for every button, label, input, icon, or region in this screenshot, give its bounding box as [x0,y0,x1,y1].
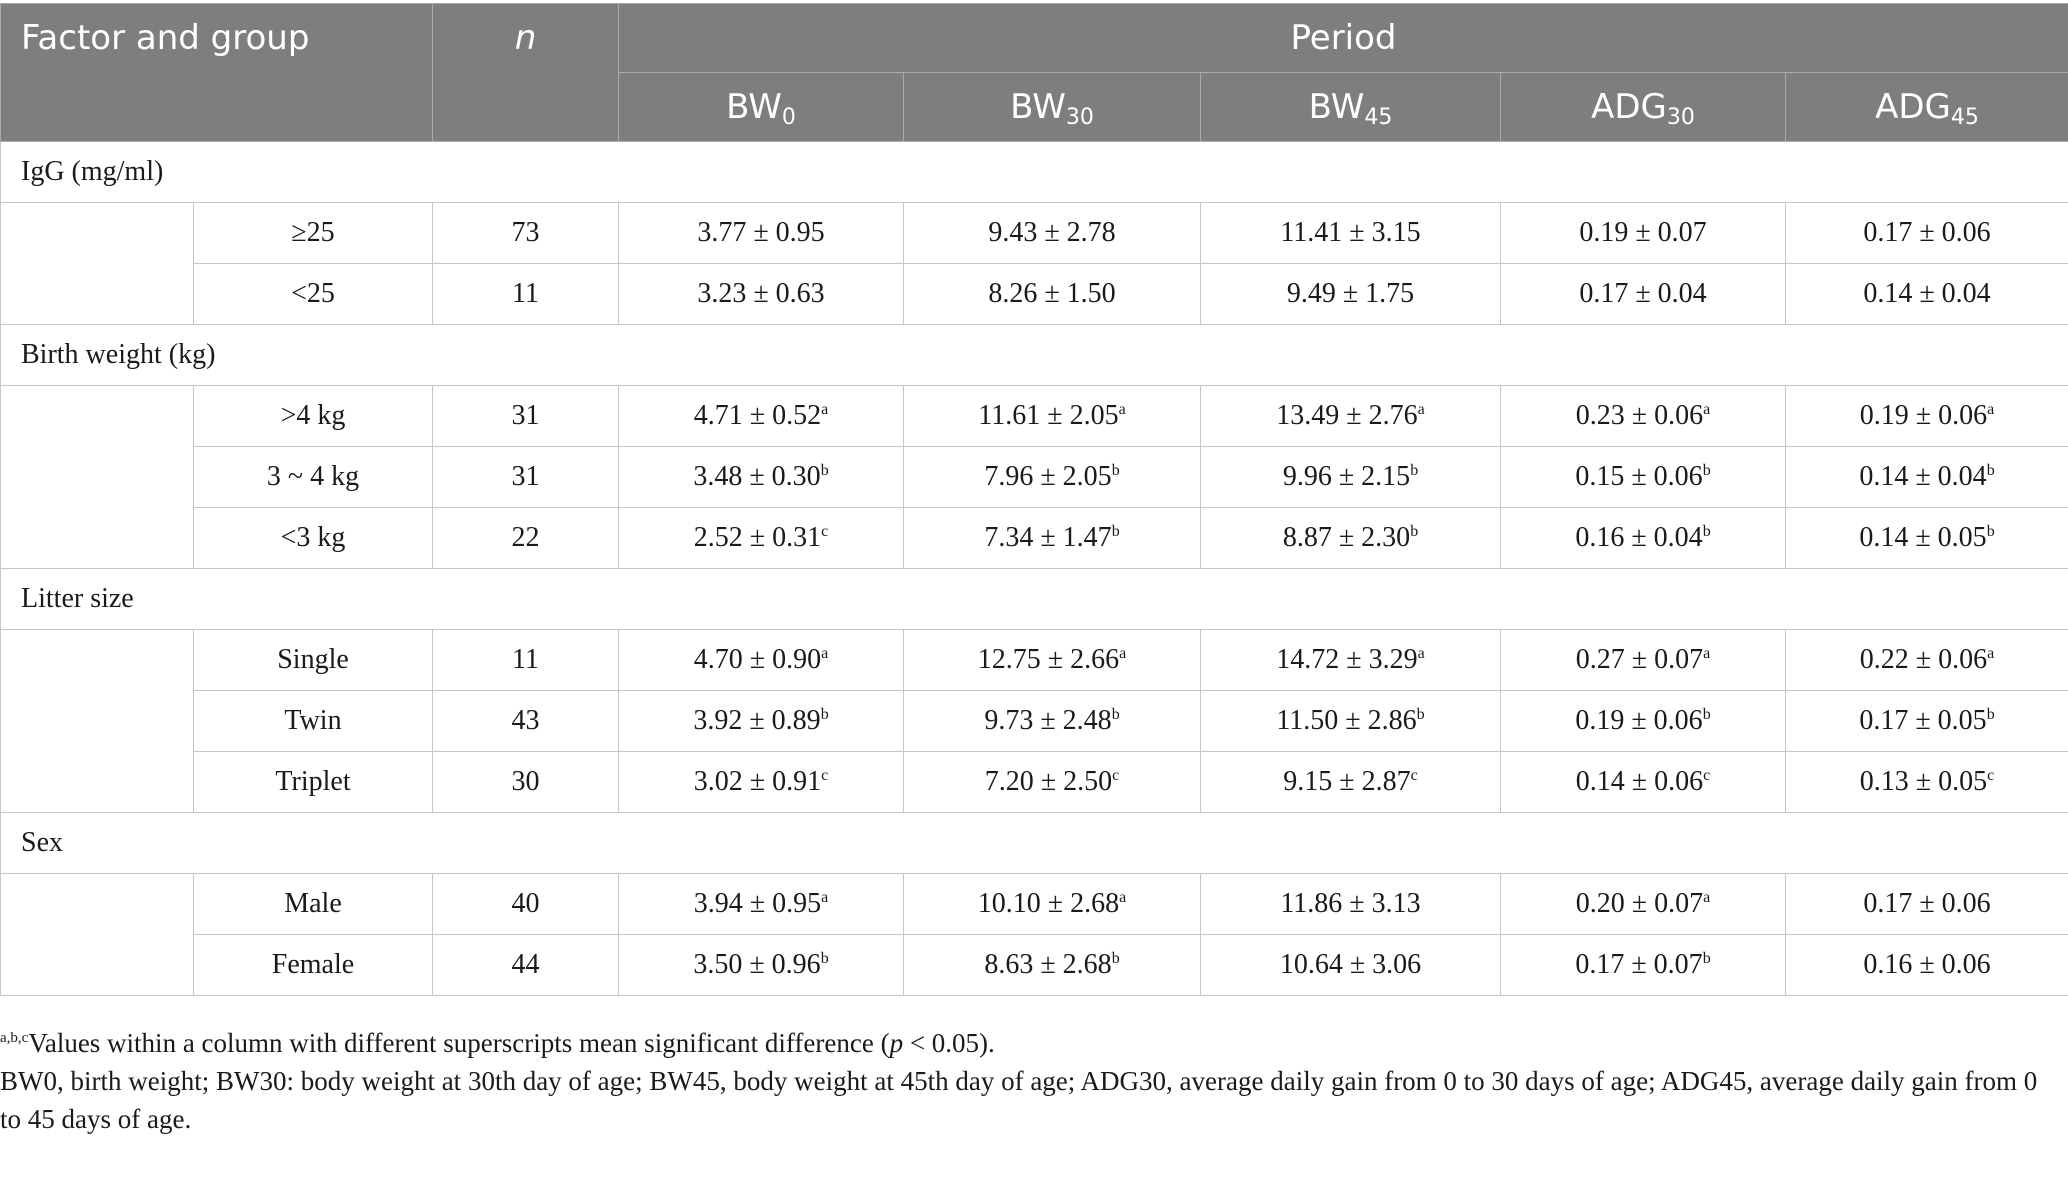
footnote-superscripts: a,b,c [0,1030,29,1046]
value-text: 0.17 ± 0.06 [1863,888,1991,919]
value-text: 2.52 ± 0.31 [693,522,822,553]
significance-superscript: a [1417,401,1425,418]
value-cell [619,874,904,935]
value-text: 3.02 ± 0.91 [693,766,822,797]
value-cell [1201,203,1501,264]
value-text: 0.16 ± 0.06 [1863,949,1991,980]
value-text: 0.19 ± 0.06 [1575,705,1703,736]
value-cell [904,386,1201,447]
value-cell [1786,752,2068,813]
value-cell [1201,447,1501,508]
header-subscript: 30 [1065,105,1094,130]
group-cell: Single [194,630,433,691]
value-text: 0.23 ± 0.06 [1575,400,1704,431]
value-cell [904,264,1201,325]
value-cell [1201,386,1501,447]
indent-cell [1,630,194,813]
header-bw45 [1201,73,1501,142]
header-bw30 [904,73,1201,142]
header-factor-group: Factor and group [1,4,433,142]
significance-superscript: b [1702,523,1711,540]
value-cell [1201,752,1501,813]
table-row [1,691,2068,752]
value-text: 8.63 ± 2.68 [984,949,1112,980]
n-cell: 22 [433,508,619,569]
significance-superscript: b [820,706,829,723]
value-cell [1786,691,2068,752]
header-label: ADG [1591,87,1667,127]
significance-superscript: c [821,767,829,784]
header-label: ADG [1875,87,1951,127]
footnote-p-variable: p [889,1028,904,1058]
group-cell: Female [194,935,433,996]
value-cell [904,874,1201,935]
header-label: BW [726,87,782,127]
significance-superscript: a [1119,889,1127,906]
significance-superscript: b [1111,706,1120,723]
value-text: 13.49 ± 2.76 [1276,400,1418,431]
value-cell [1501,752,1786,813]
value-cell [1786,935,2068,996]
value-text: 8.26 ± 1.50 [988,278,1116,309]
significance-superscript: a [821,889,829,906]
significance-superscript: c [1703,767,1711,784]
header-n: n [433,4,619,142]
value-text: 0.17 ± 0.04 [1579,278,1707,309]
group-cell: <25 [194,264,433,325]
group-cell: Triplet [194,752,433,813]
value-cell [904,203,1201,264]
value-text: 11.50 ± 2.86 [1276,705,1417,736]
significance-superscript: b [1986,523,1995,540]
value-text: 0.17 ± 0.05 [1859,705,1987,736]
factor-row [1,813,2068,874]
value-cell [1786,508,2068,569]
value-text: 11.61 ± 2.05 [978,400,1119,431]
header-adg45 [1786,73,2068,142]
table-header [1,4,2068,142]
value-text: 3.94 ± 0.95 [693,888,822,919]
value-text: 4.71 ± 0.52 [693,400,822,431]
value-cell [1786,874,2068,935]
value-text: 9.15 ± 2.87 [1283,766,1411,797]
value-cell [904,935,1201,996]
value-cell [619,264,904,325]
value-cell [1786,447,2068,508]
value-text: 10.64 ± 3.06 [1279,949,1422,980]
factor-label: Sex [1,813,2068,874]
value-text: 0.22 ± 0.06 [1859,644,1988,675]
value-text: 9.49 ± 1.75 [1286,278,1415,309]
factor-label: Birth weight (kg) [1,325,2068,386]
significance-superscript: b [820,950,829,967]
value-cell [1501,386,1786,447]
group-cell: ≥25 [194,203,433,264]
value-cell [619,691,904,752]
footnotes [0,1024,2040,1138]
value-text: 0.16 ± 0.04 [1575,522,1703,553]
footnote-p-threshold: < 0.05). [903,1028,995,1058]
table-row [1,386,2068,447]
factor-row [1,325,2068,386]
factor-row [1,569,2068,630]
value-cell [1786,630,2068,691]
significance-superscript: a [1703,889,1711,906]
group-cell: <3 kg [194,508,433,569]
significance-superscript: c [821,523,829,540]
factor-row [1,142,2068,203]
value-cell [1786,264,2068,325]
header-subscript: 45 [1364,105,1393,130]
value-cell [1786,386,2068,447]
significance-superscript: b [820,462,829,479]
value-text: 0.27 ± 0.07 [1575,644,1704,675]
significance-superscript: a [1417,645,1425,662]
header-bw0 [619,73,904,142]
value-text: 3.23 ± 0.63 [697,278,825,309]
value-text: 0.14 ± 0.05 [1859,522,1987,553]
significance-superscript: b [1702,706,1711,723]
value-cell [619,203,904,264]
header-period: Period [619,4,2068,73]
table-row [1,447,2068,508]
table-row [1,752,2068,813]
value-text: 0.14 ± 0.06 [1575,766,1704,797]
value-text: 0.17 ± 0.07 [1575,949,1703,980]
significance-superscript: b [1111,523,1120,540]
value-text: 3.48 ± 0.30 [693,461,821,492]
value-cell [904,447,1201,508]
n-cell: 40 [433,874,619,935]
n-cell: 11 [433,630,619,691]
value-cell [1201,264,1501,325]
value-text: 3.50 ± 0.96 [693,949,821,980]
value-text: 14.72 ± 3.29 [1276,644,1418,675]
value-cell [1501,874,1786,935]
value-text: 8.87 ± 2.30 [1282,522,1411,553]
header-label: BW [1308,87,1365,127]
table-row [1,264,2068,325]
value-cell [1201,935,1501,996]
significance-superscript: c [1987,767,1995,784]
header-subscript: 45 [1950,105,1979,130]
value-cell [1501,630,1786,691]
footnote-abbreviations: BW0, birth weight; BW30: body weight at 30th day of age; BW45, body weight at 45th day of age; ADG30, average daily gain from 0 to 30 days of age; ADG45, average daily gain from 0 to 45 days of age. [0,1066,2038,1134]
value-cell [1201,630,1501,691]
significance-superscript: c [1112,767,1120,784]
value-text: 0.19 ± 0.06 [1859,400,1988,431]
value-text: 0.17 ± 0.06 [1863,217,1991,248]
value-cell [1786,203,2068,264]
value-text: 10.10 ± 2.68 [977,888,1120,919]
significance-superscript: a [821,645,829,662]
value-text: 11.41 ± 3.15 [1280,217,1421,248]
value-text: 3.92 ± 0.89 [693,705,821,736]
table-row [1,508,2068,569]
value-cell [1501,264,1786,325]
value-cell [619,447,904,508]
n-cell: 43 [433,691,619,752]
table-row [1,874,2068,935]
significance-superscript: b [1986,462,1995,479]
significance-superscript: b [1702,462,1711,479]
table-row [1,630,2068,691]
value-cell [619,935,904,996]
n-cell: 31 [433,447,619,508]
table-row [1,203,2068,264]
value-text: 9.43 ± 2.78 [988,217,1116,248]
indent-cell [1,386,194,569]
significance-superscript: a [1119,645,1127,662]
value-text: 7.34 ± 1.47 [984,522,1112,553]
value-cell [1501,508,1786,569]
table-row [1,935,2068,996]
significance-superscript: a [1987,401,1995,418]
value-cell [904,508,1201,569]
value-cell [619,508,904,569]
footnote-significance-text: Values within a column with different superscripts mean significant difference ( [28,1028,890,1058]
significance-superscript: c [1410,767,1418,784]
data-table [0,3,2068,996]
value-cell [1501,203,1786,264]
value-text: 11.86 ± 3.13 [1280,888,1421,919]
significance-superscript: b [1416,706,1425,723]
value-text: 9.73 ± 2.48 [984,705,1112,736]
value-cell [1501,447,1786,508]
factor-label: IgG (mg/ml) [1,142,2068,203]
significance-superscript: b [1702,950,1711,967]
group-cell: >4 kg [194,386,433,447]
value-text: 0.14 ± 0.04 [1863,278,1991,309]
significance-superscript: a [1703,645,1711,662]
value-cell [904,630,1201,691]
value-text: 7.20 ± 2.50 [984,766,1113,797]
value-text: 4.70 ± 0.90 [693,644,822,675]
significance-superscript: a [1118,401,1126,418]
value-cell [1201,874,1501,935]
table-body [1,142,2068,996]
value-cell [904,752,1201,813]
indent-cell [1,874,194,996]
n-cell: 11 [433,264,619,325]
value-text: 0.15 ± 0.06 [1575,461,1703,492]
significance-superscript: b [1410,523,1419,540]
group-cell: 3 ~ 4 kg [194,447,433,508]
significance-superscript: a [821,401,829,418]
value-cell [1501,935,1786,996]
significance-superscript: a [1703,401,1711,418]
value-text: 0.13 ± 0.05 [1859,766,1988,797]
significance-superscript: b [1111,950,1120,967]
header-subscript: 30 [1666,105,1695,130]
value-text: 0.14 ± 0.04 [1859,461,1987,492]
significance-superscript: a [1987,645,1995,662]
group-cell: Male [194,874,433,935]
value-text: 12.75 ± 2.66 [977,644,1120,675]
value-text: 0.19 ± 0.07 [1579,217,1707,248]
value-cell [1201,691,1501,752]
value-text: 9.96 ± 2.15 [1282,461,1411,492]
value-text: 0.20 ± 0.07 [1575,888,1704,919]
n-cell: 30 [433,752,619,813]
significance-superscript: b [1111,462,1120,479]
indent-cell [1,203,194,325]
significance-superscript: b [1986,706,1995,723]
value-cell [619,386,904,447]
n-cell: 44 [433,935,619,996]
factor-label: Litter size [1,569,2068,630]
header-subscript: 0 [781,105,796,130]
n-cell: 73 [433,203,619,264]
header-label: BW [1010,87,1066,127]
header-adg30 [1501,73,1786,142]
value-text: 3.77 ± 0.95 [697,217,825,248]
significance-superscript: b [1410,462,1419,479]
value-cell [904,691,1201,752]
value-text: 7.96 ± 2.05 [984,461,1112,492]
group-cell: Twin [194,691,433,752]
value-cell [619,630,904,691]
value-cell [1201,508,1501,569]
n-cell: 31 [433,386,619,447]
footnote-significance [0,1024,2040,1062]
value-cell [1501,691,1786,752]
value-cell [619,752,904,813]
